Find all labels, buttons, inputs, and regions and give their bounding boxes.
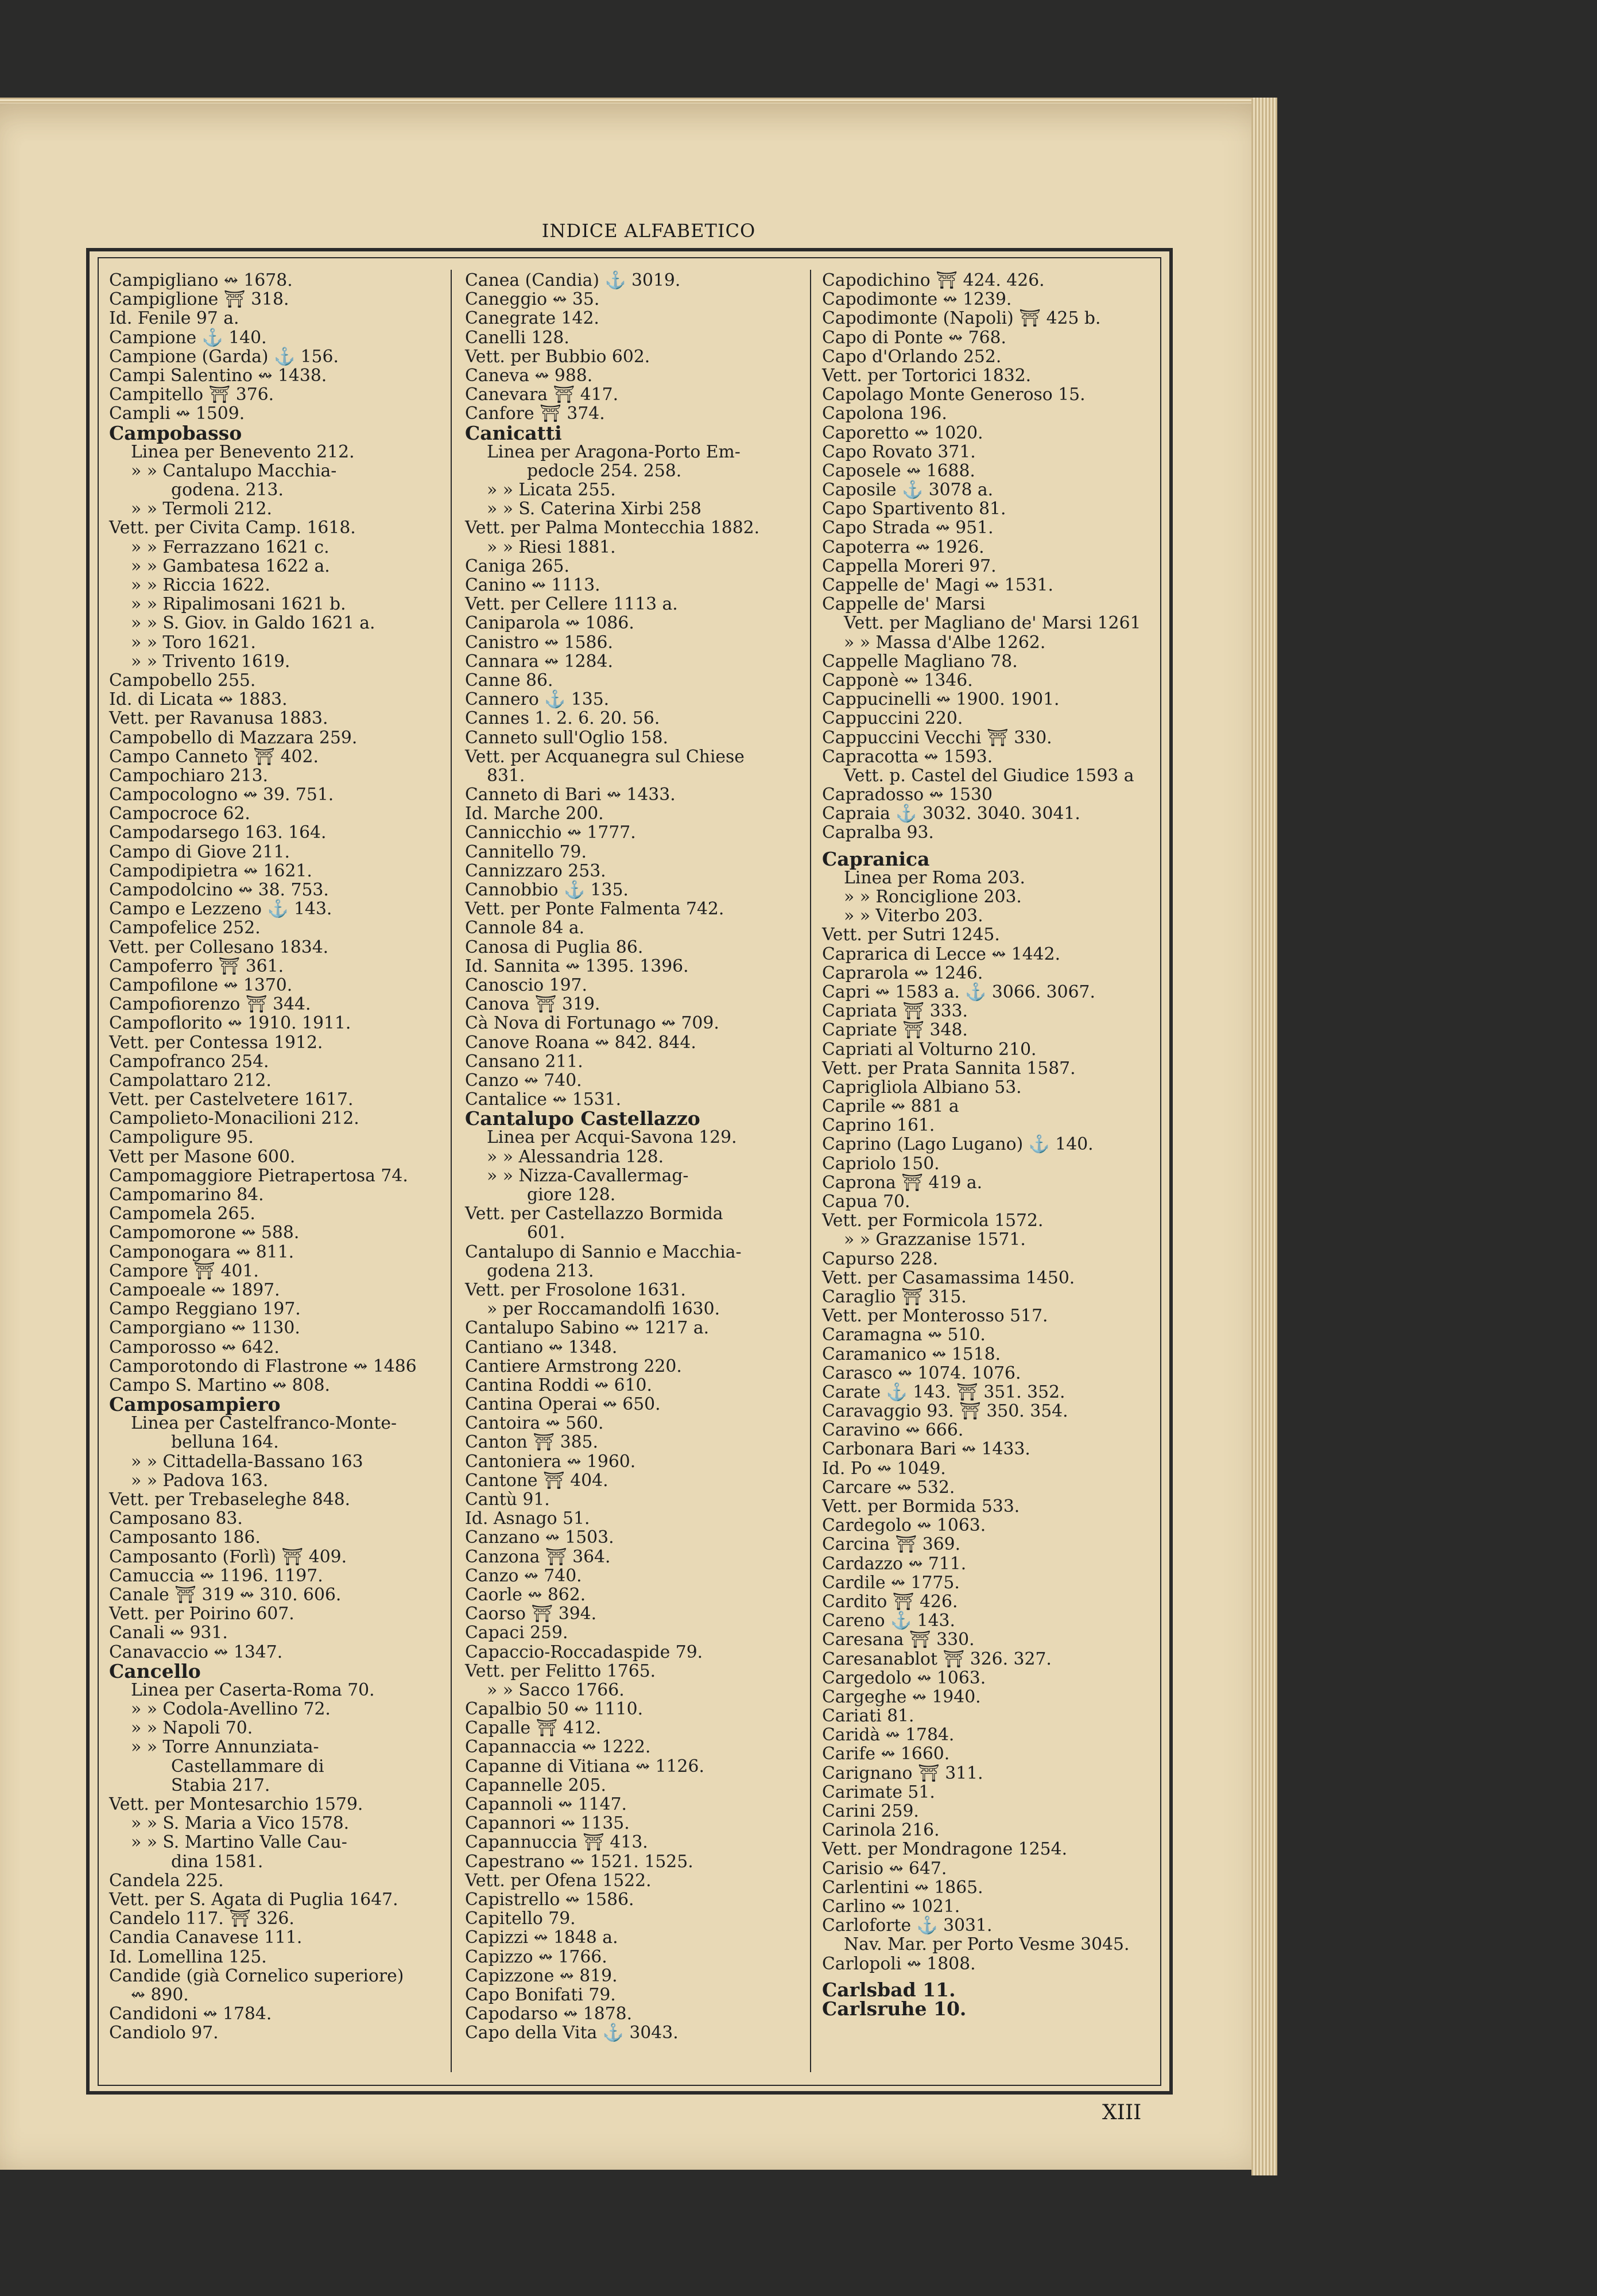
- index-entry: Campo Reggiano 197.: [109, 1299, 301, 1320]
- index-entry: Vett. per Castelvetere 1617.: [109, 1089, 354, 1110]
- index-entry: Capo Strada ↭ 951.: [822, 518, 994, 538]
- index-entry: Capaccio-Roccadaspide 79.: [465, 1642, 703, 1662]
- index-entry: Carate ⚓ 143. ⛩ 351. 352.: [822, 1382, 1065, 1402]
- page-title: INDICE ALFABETICO: [541, 220, 756, 242]
- index-entry: Vett. per Montesarchio 1579.: [109, 1794, 363, 1814]
- index-entry: Capannoli ↭ 1147.: [465, 1794, 627, 1814]
- index-entry: Canne 86.: [465, 670, 553, 691]
- index-entry: » » Ronciglione 203.: [844, 887, 1022, 907]
- index-entry: godena. 213.: [171, 480, 284, 501]
- index-entry: » » S. Martino Valle Cau-: [131, 1832, 347, 1853]
- index-entry: Vett. per Civita Camp. 1618.: [109, 518, 356, 538]
- index-entry: Caniparola ↭ 1086.: [465, 613, 634, 634]
- index-entry: Canea (Candia) ⚓ 3019.: [465, 270, 681, 290]
- index-entry: » » Termoli 212.: [131, 499, 272, 519]
- index-entry: Camporosso ↭ 642.: [109, 1337, 280, 1358]
- index-entry: Capraia ⚓ 3032. 3040. 3041.: [822, 804, 1080, 824]
- index-entry: Campofranco 254.: [109, 1051, 269, 1072]
- index-entry: Campocologno ↭ 39. 751.: [109, 785, 334, 805]
- index-entry: Campobello 255.: [109, 670, 256, 691]
- index-entry: Cantalice ↭ 1531.: [465, 1089, 622, 1110]
- index-entry: Carlsbad 11.: [822, 1978, 956, 2001]
- index-entry: Vett. per Ofena 1522.: [465, 1870, 652, 1891]
- index-entry: Canzo ↭ 740.: [465, 1565, 582, 1586]
- index-entry: Candia Canavese 111.: [109, 1927, 303, 1948]
- index-entry: Campofelice 252.: [109, 918, 261, 938]
- index-entry: Capo d'Orlando 252.: [822, 346, 1002, 367]
- index-entry: Carasco ↭ 1074. 1076.: [822, 1363, 1021, 1383]
- index-entry: Capoterra ↭ 1926.: [822, 537, 984, 557]
- index-entry: Capalbio 50 ↭ 1110.: [465, 1699, 644, 1720]
- index-entry: Capizzone ↭ 819.: [465, 1965, 618, 1986]
- index-entry: Carini 259.: [822, 1801, 919, 1821]
- index-entry: Canosa di Puglia 86.: [465, 937, 644, 957]
- index-entry: Cannole 84 a.: [465, 918, 585, 938]
- index-entry: Id. Sannita ↭ 1395. 1396.: [465, 956, 689, 976]
- index-entry: Camposanto 186.: [109, 1527, 261, 1548]
- index-entry: » » Sacco 1766.: [487, 1680, 625, 1700]
- index-entry: Capri ↭ 1583 a. ⚓ 3066. 3067.: [822, 982, 1095, 1002]
- index-entry: Camporgiano ↭ 1130.: [109, 1318, 300, 1339]
- index-entry: » » S. Caterina Xirbi 258: [487, 499, 702, 519]
- index-entry: Canoscio 197.: [465, 975, 587, 995]
- index-entry: Vett. per Collesano 1834.: [109, 937, 329, 957]
- index-entry: Vett. per Mondragone 1254.: [822, 1839, 1068, 1860]
- index-entry: Caniga 265.: [465, 556, 569, 576]
- index-entry: Capestrano ↭ 1521. 1525.: [465, 1851, 693, 1872]
- index-column-2: [465, 271, 804, 2042]
- index-entry: Vett. per Formicola 1572.: [822, 1211, 1044, 1231]
- index-entry: » » S. Giov. in Galdo 1621 a.: [131, 613, 375, 634]
- index-entry: Capo Spartivento 81.: [822, 499, 1006, 519]
- index-entry: Camporotondo di Flastrone ↭ 1486: [109, 1356, 417, 1376]
- index-entry: Caposile ⚓ 3078 a.: [822, 480, 994, 501]
- index-entry: Linea per Castelfranco-Monte-: [131, 1413, 397, 1434]
- index-entry: Camponogara ↭ 811.: [109, 1242, 294, 1262]
- index-entry: Capolago Monte Generoso 15.: [822, 385, 1086, 405]
- index-entry: Capannuccia ⛩ 413.: [465, 1832, 648, 1853]
- index-entry: Canegrate 142.: [465, 308, 599, 329]
- index-entry: Canton ⛩ 385.: [465, 1432, 598, 1453]
- index-entry: Vett. per S. Agata di Puglia 1647.: [109, 1889, 398, 1910]
- index-entry: Canistro ↭ 1586.: [465, 632, 613, 653]
- index-entry: Cargeghe ↭ 1940.: [822, 1686, 981, 1707]
- index-entry: » » Viterbo 203.: [844, 906, 983, 926]
- index-entry: Camposanto (Forlì) ⛩ 409.: [109, 1546, 347, 1567]
- index-entry: Capannaccia ↭ 1222.: [465, 1737, 651, 1758]
- index-entry: » » Ferrazzano 1621 c.: [131, 537, 330, 557]
- index-entry: Capo di Ponte ↭ 768.: [822, 327, 1006, 348]
- index-entry: Vett. per Felitto 1765.: [465, 1661, 656, 1681]
- index-entry: Campoeale ↭ 1897.: [109, 1279, 280, 1300]
- index-entry: Canale ⛩ 319 ↭ 310. 606.: [109, 1584, 342, 1605]
- index-entry: Vett. per Monterosso 517.: [822, 1306, 1048, 1327]
- index-entry: Capolona 196.: [822, 404, 947, 424]
- index-entry: Caposele ↭ 1688.: [822, 460, 975, 481]
- index-entry: Canicatti: [465, 421, 562, 444]
- column-divider: [451, 270, 452, 2072]
- index-entry: Candelo 117. ⛩ 326.: [109, 1909, 294, 1929]
- index-entry: Carbonara Bari ↭ 1433.: [822, 1439, 1030, 1460]
- index-entry: » per Roccamandolfi 1630.: [487, 1299, 720, 1320]
- index-entry: Nav. Mar. per Porto Vesme 3045.: [844, 1934, 1130, 1955]
- index-entry: Caneggio ↭ 35.: [465, 289, 600, 310]
- index-entry: Campofilone ↭ 1370.: [109, 975, 293, 995]
- index-entry: » » Grazzanise 1571.: [844, 1230, 1026, 1250]
- index-entry: Id. di Licata ↭ 1883.: [109, 689, 288, 710]
- index-entry: Caprile ↭ 881 a: [822, 1096, 959, 1117]
- index-entry: Campodipietra ↭ 1621.: [109, 860, 312, 881]
- index-entry: Cargedolo ↭ 1063.: [822, 1667, 986, 1688]
- index-entry: Vett per Masone 600.: [109, 1146, 296, 1167]
- index-entry: Cantalupo Sabino ↭ 1217 a.: [465, 1318, 710, 1339]
- index-entry: Capanne di Vitiana ↭ 1126.: [465, 1756, 704, 1777]
- index-entry: Vett. per Castellazzo Bormida: [465, 1204, 723, 1224]
- index-entry: Campocroce 62.: [109, 804, 250, 824]
- index-entry: belluna 164.: [171, 1432, 279, 1453]
- index-entry: Carlopoli ↭ 1808.: [822, 1953, 976, 1974]
- index-entry: Capaci 259.: [465, 1623, 568, 1643]
- index-entry: Vett. per Ravanusa 1883.: [109, 708, 328, 729]
- index-entry: Canino ↭ 1113.: [465, 575, 600, 595]
- index-entry: » » Nizza-Cavallermag-: [487, 1165, 689, 1186]
- index-entry: Cantoniera ↭ 1960.: [465, 1451, 636, 1472]
- index-entry: Capannori ↭ 1135.: [465, 1813, 630, 1834]
- index-entry: Capodarso ↭ 1878.: [465, 2004, 633, 2024]
- index-entry: Capriati al Volturno 210.: [822, 1039, 1037, 1060]
- index-entry: Vett. per Magliano de' Marsi 1261: [844, 613, 1141, 634]
- index-entry: pedocle 254. 258.: [527, 460, 682, 481]
- index-entry: Campobasso: [109, 421, 242, 444]
- index-entry: Capriolo 150.: [822, 1153, 940, 1174]
- index-entry: » » Gambatesa 1622 a.: [131, 556, 330, 576]
- index-entry: Camposampiero: [109, 1393, 281, 1416]
- index-entry: Cantiere Armstrong 220.: [465, 1356, 682, 1376]
- index-entry: » » Trivento 1619.: [131, 651, 290, 672]
- index-entry: Cardegolo ↭ 1063.: [822, 1515, 986, 1536]
- index-entry: Carcina ⛩ 369.: [822, 1534, 961, 1555]
- index-entry: Capo Bonifati 79.: [465, 1984, 616, 2005]
- index-entry: Cannara ↭ 1284.: [465, 651, 613, 672]
- index-entry: Canelli 128.: [465, 327, 569, 348]
- index-entry: Candela 225.: [109, 1870, 224, 1891]
- index-entry: Cantalupo Castellazzo: [465, 1107, 700, 1130]
- index-entry: Canfore ⛩ 374.: [465, 404, 605, 424]
- index-entry: Cantiano ↭ 1348.: [465, 1337, 618, 1358]
- index-entry: Caprino (Lago Lugano) ⚓ 140.: [822, 1134, 1094, 1155]
- index-entry: giore 128.: [527, 1185, 616, 1205]
- index-entry: » » Riesi 1881.: [487, 537, 616, 557]
- index-entry: Canzona ⛩ 364.: [465, 1546, 611, 1567]
- index-entry: Cantina Roddi ↭ 610.: [465, 1375, 652, 1395]
- index-entry: Vett. per Bormida 533.: [822, 1496, 1020, 1517]
- index-entry: Campodarsego 163. 164.: [109, 823, 327, 843]
- column-divider: [810, 270, 811, 2072]
- index-column-3: [822, 271, 1155, 2018]
- index-entry: Carcare ↭ 532.: [822, 1477, 955, 1498]
- index-entry: ↭ 890.: [131, 1984, 189, 2005]
- index-entry: Capitello 79.: [465, 1909, 576, 1929]
- index-entry: Cancello: [109, 1659, 201, 1682]
- index-entry: Cannero ⚓ 135.: [465, 689, 610, 710]
- index-entry: Campo di Giove 211.: [109, 841, 290, 862]
- index-entry: Cariati 81.: [822, 1706, 914, 1727]
- page-number: XIII: [1102, 2101, 1142, 2124]
- index-entry: Capodimonte (Napoli) ⛩ 425 b.: [822, 308, 1101, 329]
- index-entry: Linea per Acqui-Savona 129.: [487, 1127, 737, 1148]
- index-entry: Caporetto ↭ 1020.: [822, 422, 983, 443]
- index-entry: Caorso ⛩ 394.: [465, 1604, 597, 1624]
- index-entry: Caresana ⛩ 330.: [822, 1630, 975, 1650]
- index-entry: Cappuccini Vecchi ⛩ 330.: [822, 727, 1052, 748]
- index-entry: Carlsruhe 10.: [822, 1997, 967, 2020]
- index-entry: Campo S. Martino ↭ 808.: [109, 1375, 331, 1395]
- index-entry: Capodimonte ↭ 1239.: [822, 289, 1012, 310]
- index-entry: Capo della Vita ⚓ 3043.: [465, 2023, 679, 2043]
- index-entry: Campomaggiore Pietrapertosa 74.: [109, 1165, 408, 1186]
- index-entry: » » Torre Annunziata-: [131, 1737, 319, 1758]
- index-entry: Capalle ⛩ 412.: [465, 1718, 602, 1739]
- index-entry: » » Cantalupo Macchia-: [131, 460, 337, 481]
- index-entry: » » Licata 255.: [487, 480, 616, 501]
- index-entry: Camposano 83.: [109, 1508, 243, 1529]
- index-entry: Caprino 161.: [822, 1115, 935, 1136]
- index-entry: Capistrello ↭ 1586.: [465, 1889, 634, 1910]
- index-entry: Cantalupo di Sannio e Macchia-: [465, 1242, 742, 1262]
- index-entry: Capizzi ↭ 1848 a.: [465, 1927, 618, 1948]
- index-entry: Campione (Garda) ⚓ 156.: [109, 346, 339, 367]
- index-entry: Cappelle de' Marsi: [822, 594, 986, 615]
- index-entry: Caresanablot ⛩ 326. 327.: [822, 1649, 1052, 1669]
- index-entry: Campochiaro 213.: [109, 765, 269, 786]
- index-entry: Campoferro ⛩ 361.: [109, 956, 284, 976]
- index-entry: Campolattaro 212.: [109, 1070, 272, 1091]
- index-entry: Cardile ↭ 1775.: [822, 1572, 960, 1593]
- index-entry: Cansano 211.: [465, 1051, 583, 1072]
- index-entry: Cà Nova di Fortunago ↭ 709.: [465, 1013, 719, 1034]
- index-entry: Campione ⚓ 140.: [109, 327, 267, 348]
- index-entry: Id. Fenile 97 a.: [109, 308, 239, 329]
- index-entry: Caprona ⛩ 419 a.: [822, 1172, 983, 1193]
- index-entry: Id. Po ↭ 1049.: [822, 1458, 946, 1479]
- index-entry: » » Riccia 1622.: [131, 575, 270, 595]
- index-entry: Caraglio ⛩ 315.: [822, 1286, 967, 1307]
- index-entry: Stabia 217.: [171, 1775, 270, 1795]
- index-entry: Cappuccini 220.: [822, 708, 963, 729]
- index-entry: Capriate ⛩ 348.: [822, 1020, 968, 1041]
- index-entry: Canneto sull'Oglio 158.: [465, 727, 669, 748]
- index-entry: » » Codola-Avellino 72.: [131, 1699, 331, 1720]
- index-entry: » » Padova 163.: [131, 1470, 269, 1491]
- index-entry: Candidoni ↭ 1784.: [109, 2004, 272, 2024]
- index-entry: Cappelle de' Magi ↭ 1531.: [822, 575, 1053, 595]
- index-entry: Caneva ↭ 988.: [465, 365, 593, 386]
- index-entry: Vett. per Frosolone 1631.: [465, 1279, 686, 1300]
- index-entry: Campli ↭ 1509.: [109, 404, 245, 424]
- index-entry: Careno ⚓ 143.: [822, 1611, 955, 1631]
- index-entry: Campoligure 95.: [109, 1127, 254, 1148]
- index-entry: Capracotta ↭ 1593.: [822, 746, 993, 767]
- index-entry: Linea per Benevento 212.: [131, 441, 355, 462]
- index-entry: Id. Lomellina 125.: [109, 1946, 267, 1967]
- index-entry: Candide (già Cornelico superiore): [109, 1965, 404, 1986]
- index-entry: dina 1581.: [171, 1851, 263, 1872]
- index-entry: Campore ⛩ 401.: [109, 1261, 259, 1281]
- index-entry: Campiglione ⛩ 318.: [109, 289, 289, 310]
- index-entry: Caramagna ↭ 510.: [822, 1325, 986, 1345]
- index-entry: 831.: [487, 765, 525, 786]
- index-entry: Caprarola ↭ 1246.: [822, 963, 983, 983]
- index-entry: Cappella Moreri 97.: [822, 556, 997, 576]
- index-entry: Campigliano ↭ 1678.: [109, 270, 293, 290]
- index-entry: Vett. per Palma Montecchia 1882.: [465, 518, 760, 538]
- index-entry: Canzano ↭ 1503.: [465, 1527, 614, 1548]
- index-entry: Vett. p. Castel del Giudice 1593 a: [844, 765, 1134, 786]
- index-entry: Cappucinelli ↭ 1900. 1901.: [822, 689, 1060, 710]
- index-entry: Capranica: [822, 847, 930, 870]
- index-entry: Campobello di Mazzara 259.: [109, 727, 358, 748]
- index-entry: » » Napoli 70.: [131, 1718, 253, 1739]
- index-entry: Capriata ⛩ 333.: [822, 1001, 968, 1022]
- index-entry: Carinola 216.: [822, 1820, 940, 1841]
- index-entry: Campomorone ↭ 588.: [109, 1223, 300, 1243]
- index-entry: Campomela 265.: [109, 1204, 255, 1224]
- index-entry: Capodichino ⛩ 424. 426.: [822, 270, 1045, 290]
- index-entry: Caravino ↭ 666.: [822, 1420, 964, 1441]
- index-entry: » » S. Maria a Vico 1578.: [131, 1813, 350, 1834]
- index-entry: Caprigliola Albiano 53.: [822, 1077, 1022, 1097]
- index-entry: Vett. per Ponte Falmenta 742.: [465, 899, 724, 920]
- index-entry: Campo e Lezzeno ⚓ 143.: [109, 899, 332, 920]
- index-entry: Carimate 51.: [822, 1782, 935, 1802]
- index-entry: » » Cittadella-Bassano 163: [131, 1451, 363, 1472]
- index-entry: Caprarica di Lecce ↭ 1442.: [822, 944, 1061, 964]
- index-entry: Capannelle 205.: [465, 1775, 606, 1795]
- index-entry: Canneto di Bari ↭ 1433.: [465, 785, 676, 805]
- index-entry: Canevara ⛩ 417.: [465, 385, 619, 405]
- index-entry: Cantù 91.: [465, 1490, 550, 1510]
- index-entry: Carloforte ⚓ 3031.: [822, 1915, 993, 1936]
- index-entry: Campitello ⛩ 376.: [109, 385, 274, 405]
- index-entry: Cannes 1. 2. 6. 20. 56.: [465, 708, 660, 729]
- index-entry: Campomarino 84.: [109, 1185, 264, 1205]
- index-entry: Vett. per Cellere 1113 a.: [465, 594, 678, 615]
- index-entry: Id. Marche 200.: [465, 804, 604, 824]
- index-entry: Vett. per Prata Sannita 1587.: [822, 1058, 1076, 1079]
- index-entry: Linea per Aragona-Porto Em-: [487, 441, 741, 462]
- index-entry: » » Massa d'Albe 1262.: [844, 632, 1046, 653]
- index-entry: Carisio ↭ 647.: [822, 1858, 947, 1879]
- index-entry: Campo Canneto ⛩ 402.: [109, 746, 319, 767]
- index-entry: Linea per Caserta-Roma 70.: [131, 1680, 375, 1700]
- index-entry: Capua 70.: [822, 1192, 910, 1212]
- index-entry: Vett. per Bubbio 602.: [465, 346, 650, 367]
- index-entry: Capo Rovato 371.: [822, 441, 976, 462]
- index-entry: Cannitello 79.: [465, 841, 587, 862]
- index-entry: Capralba 93.: [822, 823, 934, 843]
- index-entry: Canzo ↭ 740.: [465, 1070, 582, 1091]
- index-entry: 601.: [527, 1223, 565, 1243]
- index-entry: Carignano ⛩ 311.: [822, 1763, 983, 1783]
- index-entry: Canove Roana ↭ 842. 844.: [465, 1032, 696, 1053]
- index-entry: Camuccia ↭ 1196. 1197.: [109, 1565, 323, 1586]
- index-entry: Campi Salentino ↭ 1438.: [109, 365, 327, 386]
- index-entry: » » Toro 1621.: [131, 632, 256, 653]
- index-entry: Carlentini ↭ 1865.: [822, 1877, 983, 1898]
- index-entry: Canova ⛩ 319.: [465, 994, 600, 1015]
- index-entry: godena 213.: [487, 1261, 594, 1281]
- index-entry: Castellammare di: [171, 1756, 324, 1777]
- index-entry: Capradosso ↭ 1530: [822, 785, 993, 805]
- index-entry: Cantina Operai ↭ 650.: [465, 1394, 661, 1415]
- index-column-1: [109, 271, 442, 2042]
- index-entry: Campofiorenzo ⛩ 344.: [109, 994, 311, 1015]
- index-entry: Vett. per Acquanegra sul Chiese: [465, 746, 745, 767]
- index-entry: Caravaggio 93. ⛩ 350. 354.: [822, 1401, 1068, 1422]
- index-entry: Vett. per Poirino 607.: [109, 1604, 294, 1624]
- index-entry: » » Ripalimosani 1621 b.: [131, 594, 346, 615]
- index-entry: Capurso 228.: [822, 1248, 939, 1269]
- index-entry: Caorle ↭ 862.: [465, 1584, 586, 1605]
- index-entry: Vett. per Casamassima 1450.: [822, 1267, 1075, 1288]
- index-entry: Cannobbio ⚓ 135.: [465, 880, 629, 900]
- index-entry: Caridà ↭ 1784.: [822, 1725, 955, 1746]
- page-edges-right: [1251, 98, 1277, 2175]
- index-entry: Capizzo ↭ 1766.: [465, 1946, 607, 1967]
- index-entry: Carife ↭ 1660.: [822, 1744, 950, 1764]
- index-entry: Campodolcino ↭ 38. 753.: [109, 880, 329, 900]
- index-entry: Cappelle Magliano 78.: [822, 651, 1018, 672]
- index-entry: Cardazzo ↭ 711.: [822, 1553, 967, 1574]
- index-entry: Id. Asnago 51.: [465, 1508, 590, 1529]
- index-entry: Cannizzaro 253.: [465, 860, 606, 881]
- index-entry: Vett. per Tortorici 1832.: [822, 365, 1032, 386]
- index-entry: Campoflorito ↭ 1910. 1911.: [109, 1013, 351, 1034]
- index-entry: Cardito ⛩ 426.: [822, 1591, 958, 1612]
- index-entry: Cantone ⛩ 404.: [465, 1470, 608, 1491]
- index-entry: Vett. per Sutri 1245.: [822, 925, 1000, 945]
- index-entry: Vett. per Contessa 1912.: [109, 1032, 323, 1053]
- index-entry: Vett. per Trebaseleghe 848.: [109, 1490, 351, 1510]
- index-entry: Campolieto-Monacilioni 212.: [109, 1108, 359, 1129]
- index-entry: Caramanico ↭ 1518.: [822, 1344, 1001, 1364]
- index-entry: » » Alessandria 128.: [487, 1146, 664, 1167]
- index-entry: Cannicchio ↭ 1777.: [465, 823, 636, 843]
- index-entry: Canali ↭ 931.: [109, 1623, 228, 1643]
- index-entry: Carlino ↭ 1021.: [822, 1896, 960, 1917]
- index-entry: Canavaccio ↭ 1347.: [109, 1642, 283, 1662]
- index-entry: Cantoira ↭ 560.: [465, 1413, 604, 1434]
- index-entry: Capponè ↭ 1346.: [822, 670, 973, 691]
- index-entry: Candiolo 97.: [109, 2023, 219, 2043]
- index-entry: Linea per Roma 203.: [844, 867, 1026, 888]
